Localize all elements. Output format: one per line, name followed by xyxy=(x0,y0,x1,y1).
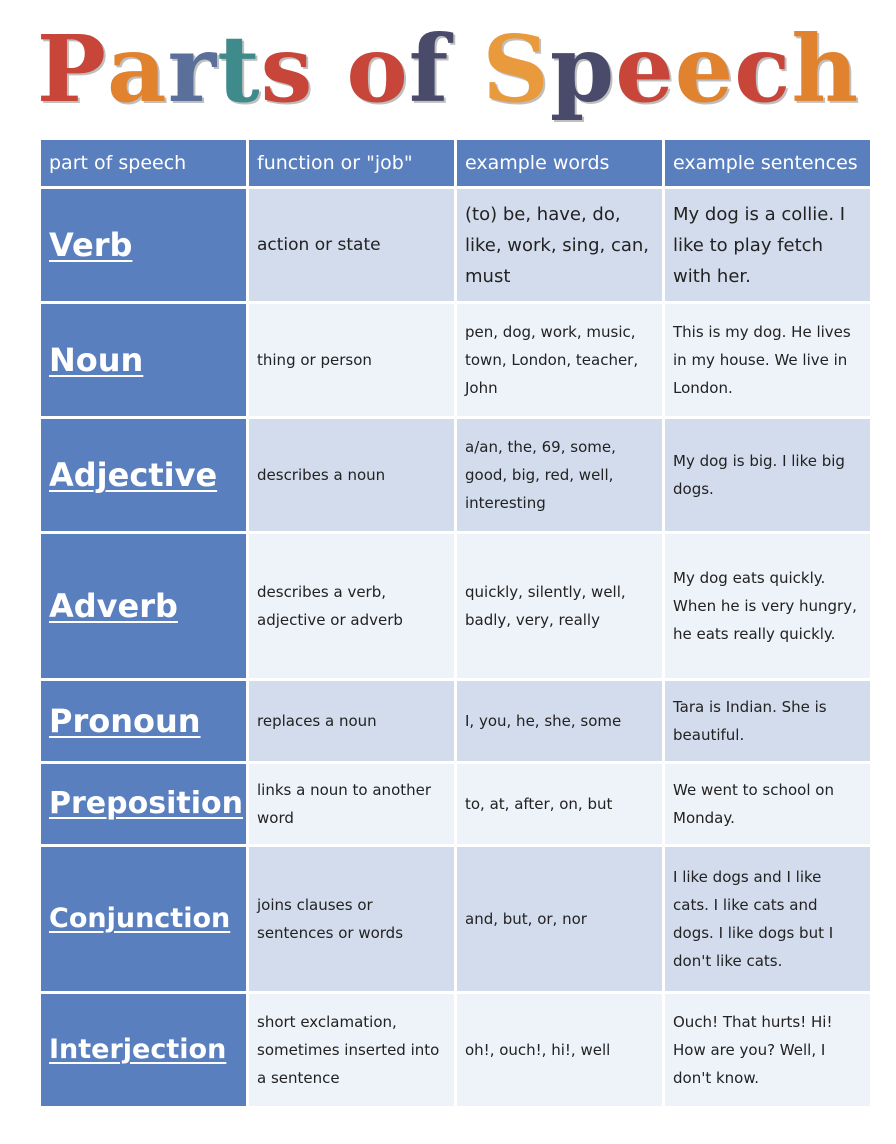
title-letter: a xyxy=(106,15,168,123)
function-cell: replaces a noun xyxy=(249,681,454,761)
function-cell: describes a noun xyxy=(249,419,454,531)
examples-cell: oh!, ouch!, hi!, well xyxy=(457,994,662,1106)
examples-cell: to, at, after, on, but xyxy=(457,764,662,844)
table-row xyxy=(41,681,870,761)
title-letter: c xyxy=(734,15,792,123)
examples-cell: a/an, the, 69, some, good, big, red, well, interesting xyxy=(457,419,662,531)
part-name-link[interactable]: Pronoun xyxy=(49,702,201,740)
part-name-cell[interactable] xyxy=(41,994,246,1106)
table-row xyxy=(41,764,870,844)
title-letter: h xyxy=(791,15,860,123)
table-row xyxy=(41,419,870,531)
sentence-cell: My dog is big. I like big dogs. xyxy=(665,419,870,531)
part-name-link[interactable]: Interjection xyxy=(49,1034,227,1065)
part-name-cell[interactable] xyxy=(41,304,246,416)
function-cell: action or state xyxy=(249,189,454,301)
header-example-words: example words xyxy=(457,140,662,186)
sentence-cell: I like dogs and I like cats. I like cats and dogs. I like dogs but I don't like cats. xyxy=(665,847,870,991)
part-name-link[interactable]: Verb xyxy=(49,226,133,264)
title-letter: o xyxy=(346,15,409,123)
part-name-cell[interactable] xyxy=(41,534,246,678)
title-letter: e xyxy=(615,15,675,123)
title-letter: r xyxy=(167,15,218,123)
examples-cell: and, but, or, nor xyxy=(457,847,662,991)
table-row xyxy=(41,994,870,1106)
header-function: function or "job" xyxy=(249,140,454,186)
function-cell: joins clauses or sentences or words xyxy=(249,847,454,991)
part-name-link[interactable]: Preposition xyxy=(49,786,243,821)
sentence-cell: Tara is Indian. She is beautiful. xyxy=(665,681,870,761)
part-name-cell[interactable] xyxy=(41,847,246,991)
function-cell: thing or person xyxy=(249,304,454,416)
page-title xyxy=(0,14,896,124)
title-letter xyxy=(313,14,346,124)
examples-cell: pen, dog, work, music, town, London, teacher, John xyxy=(457,304,662,416)
header-part-of-speech: part of speech xyxy=(41,140,246,186)
title-letter: t xyxy=(217,15,261,123)
examples-cell: (to) be, have, do, like, work, sing, can, must xyxy=(457,189,662,301)
examples-cell: I, you, he, she, some xyxy=(457,681,662,761)
title-letter: p xyxy=(549,15,616,123)
part-name-link[interactable]: Adjective xyxy=(49,456,218,494)
function-cell: describes a verb, adjective or adverb xyxy=(249,534,454,678)
parts-of-speech-table xyxy=(38,137,873,1109)
sentence-cell: Ouch! That hurts! Hi! How are you? Well, I don't know. xyxy=(665,994,870,1106)
table-row xyxy=(41,847,870,991)
table-row xyxy=(41,304,870,416)
sentence-cell: My dog is a collie. I like to play fetch with her. xyxy=(665,189,870,301)
part-name-cell[interactable] xyxy=(41,681,246,761)
examples-cell: quickly, silently, well, badly, very, really xyxy=(457,534,662,678)
function-cell: links a noun to another word xyxy=(249,764,454,844)
part-name-link[interactable]: Noun xyxy=(49,341,144,379)
part-name-link[interactable]: Adverb xyxy=(49,587,178,625)
sentence-cell: We went to school on Monday. xyxy=(665,764,870,844)
title-letter: S xyxy=(482,15,550,123)
table-header-row xyxy=(41,140,870,186)
table-row xyxy=(41,534,870,678)
title-letter: P xyxy=(36,15,107,123)
title-letter xyxy=(449,14,482,124)
sentence-cell: This is my dog. He lives in my house. We live in London. xyxy=(665,304,870,416)
part-name-cell[interactable] xyxy=(41,764,246,844)
table-row xyxy=(41,189,870,301)
function-cell: short exclamation, sometimes inserted into a sentence xyxy=(249,994,454,1106)
sentence-cell: My dog eats quickly. When he is very hungry, he eats really quickly. xyxy=(665,534,870,678)
title-letter: s xyxy=(260,15,314,123)
part-name-link[interactable]: Conjunction xyxy=(49,903,231,934)
title-letter: e xyxy=(674,15,735,123)
part-name-cell[interactable] xyxy=(41,419,246,531)
header-example-sentences: example sentences xyxy=(665,140,870,186)
part-name-cell[interactable] xyxy=(41,189,246,301)
title-letter: f xyxy=(408,15,450,123)
